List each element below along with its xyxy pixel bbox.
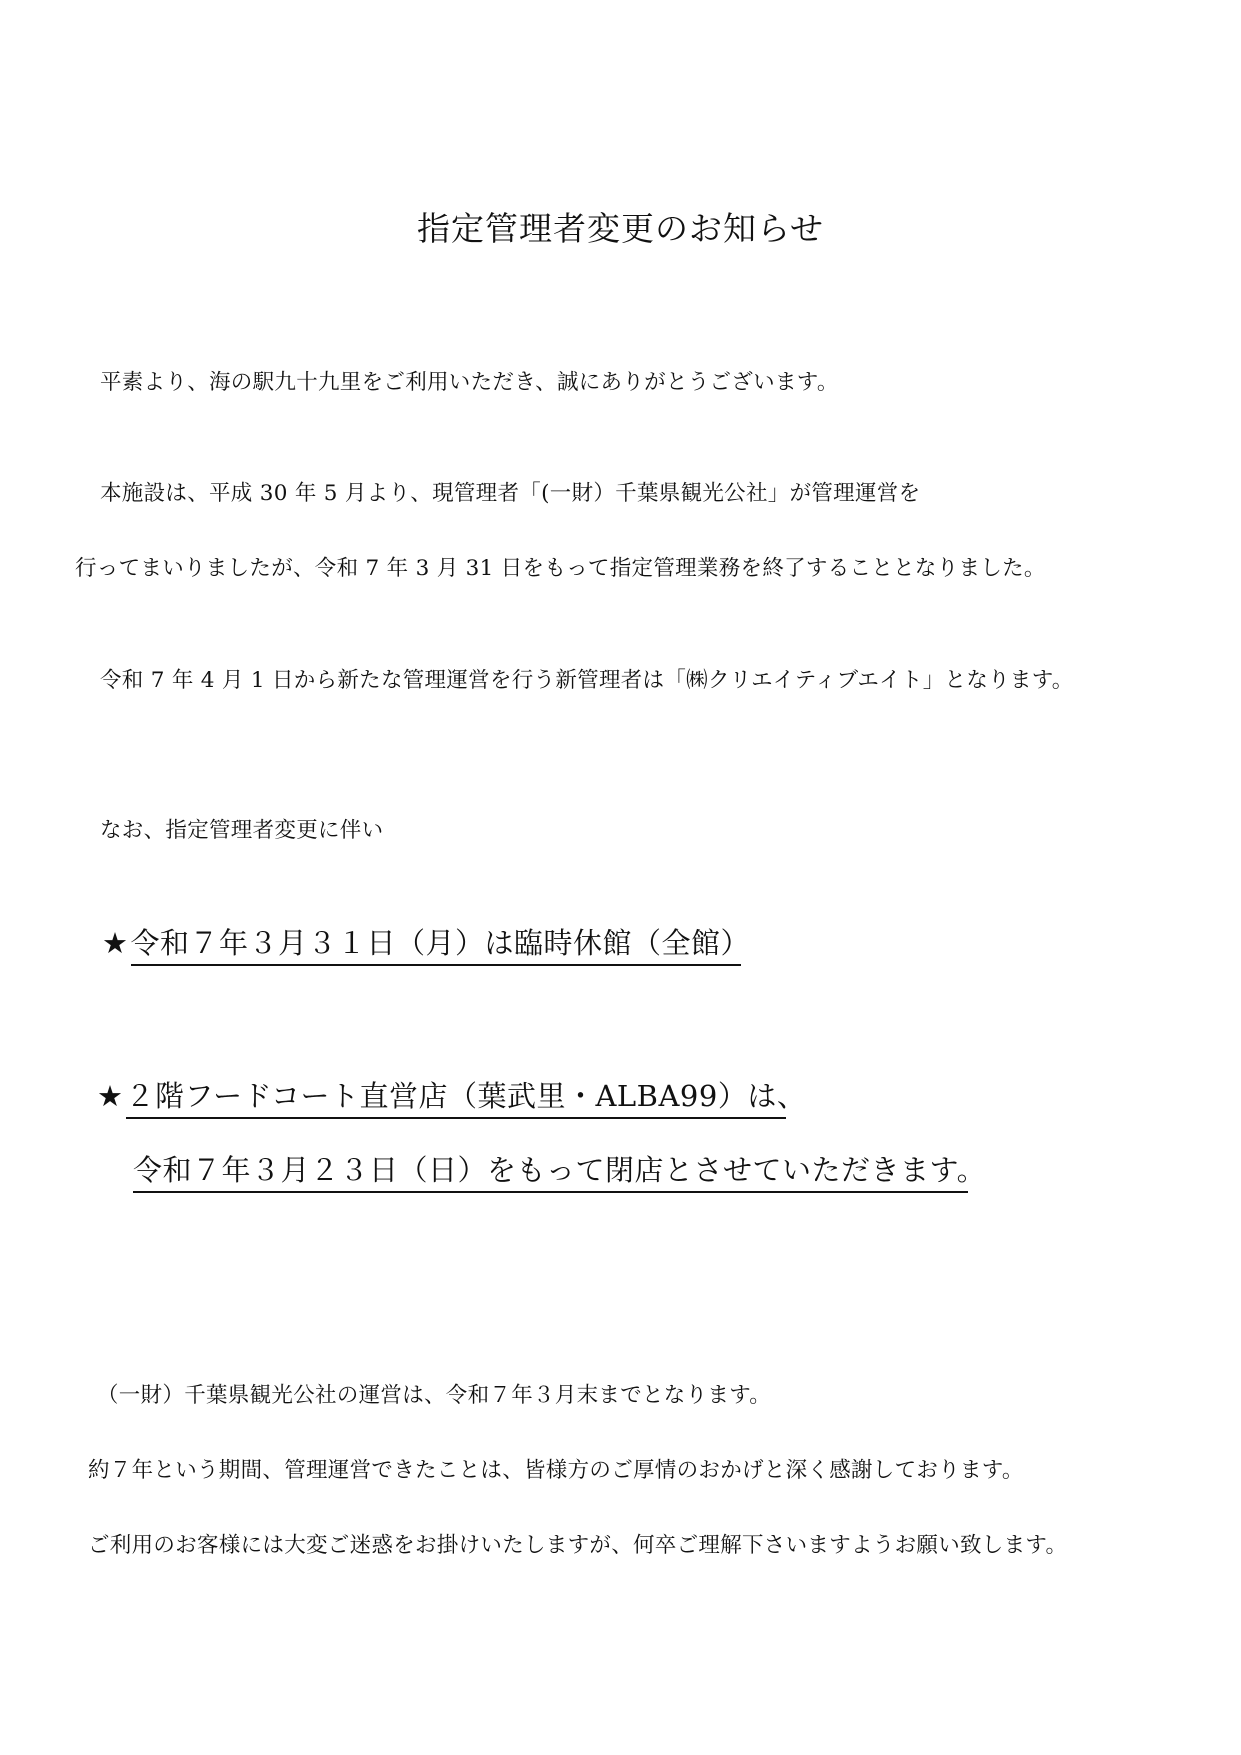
closure-notice xyxy=(102,926,751,966)
closing-line-3: ご利用のお客様には大変ご迷惑をお掛けいたしますが、何卒ご理解下さいますようお願い致します。 xyxy=(88,1533,1068,1558)
closure-notice-text: 令和７年３月３１日（月）は臨時休館（全館） xyxy=(131,929,741,966)
closing-line-1: （一財）千葉県観光公社の運営は、令和７年３月末までとなります。 xyxy=(97,1383,772,1408)
foodcourt-notice-text-2: 令和７年３月２３日（日）をもって閉店とさせていただきます。 xyxy=(133,1156,968,1193)
star-icon: ★ xyxy=(102,926,129,960)
history-paragraph-line-1: 本施設は、平成 30 年 5 月より、現管理者「(一財）千葉県観光公社」が管理運営を xyxy=(100,481,921,506)
greeting-paragraph: 平素より、海の駅九十九里をご利用いただき、誠にありがとうございます。 xyxy=(100,370,839,395)
page-title: 指定管理者変更のお知らせ xyxy=(416,209,824,248)
closing-line-2: 約７年という期間、管理運営できたことは、皆様方のご厚情のおかげと深く感謝しております。 xyxy=(88,1458,1024,1483)
history-paragraph-line-2: 行ってまいりましたが、令和 7 年 3 月 31 日をもって指定管理業務を終了することとなりました。 xyxy=(75,556,1046,581)
lead-paragraph: なお、指定管理者変更に伴い xyxy=(100,818,384,843)
foodcourt-notice-line-2 xyxy=(133,1153,987,1193)
foodcourt-notice-line-1 xyxy=(97,1079,807,1119)
star-icon: ★ xyxy=(97,1079,124,1113)
new-manager-paragraph: 令和 7 年 4 月 1 日から新たな管理運営を行う新管理者は「㈱クリエイティブエイト」となります。 xyxy=(100,668,1074,693)
foodcourt-notice-text-1: ２階フードコート直営店（葉武里・ALBA99）は、 xyxy=(126,1082,786,1119)
